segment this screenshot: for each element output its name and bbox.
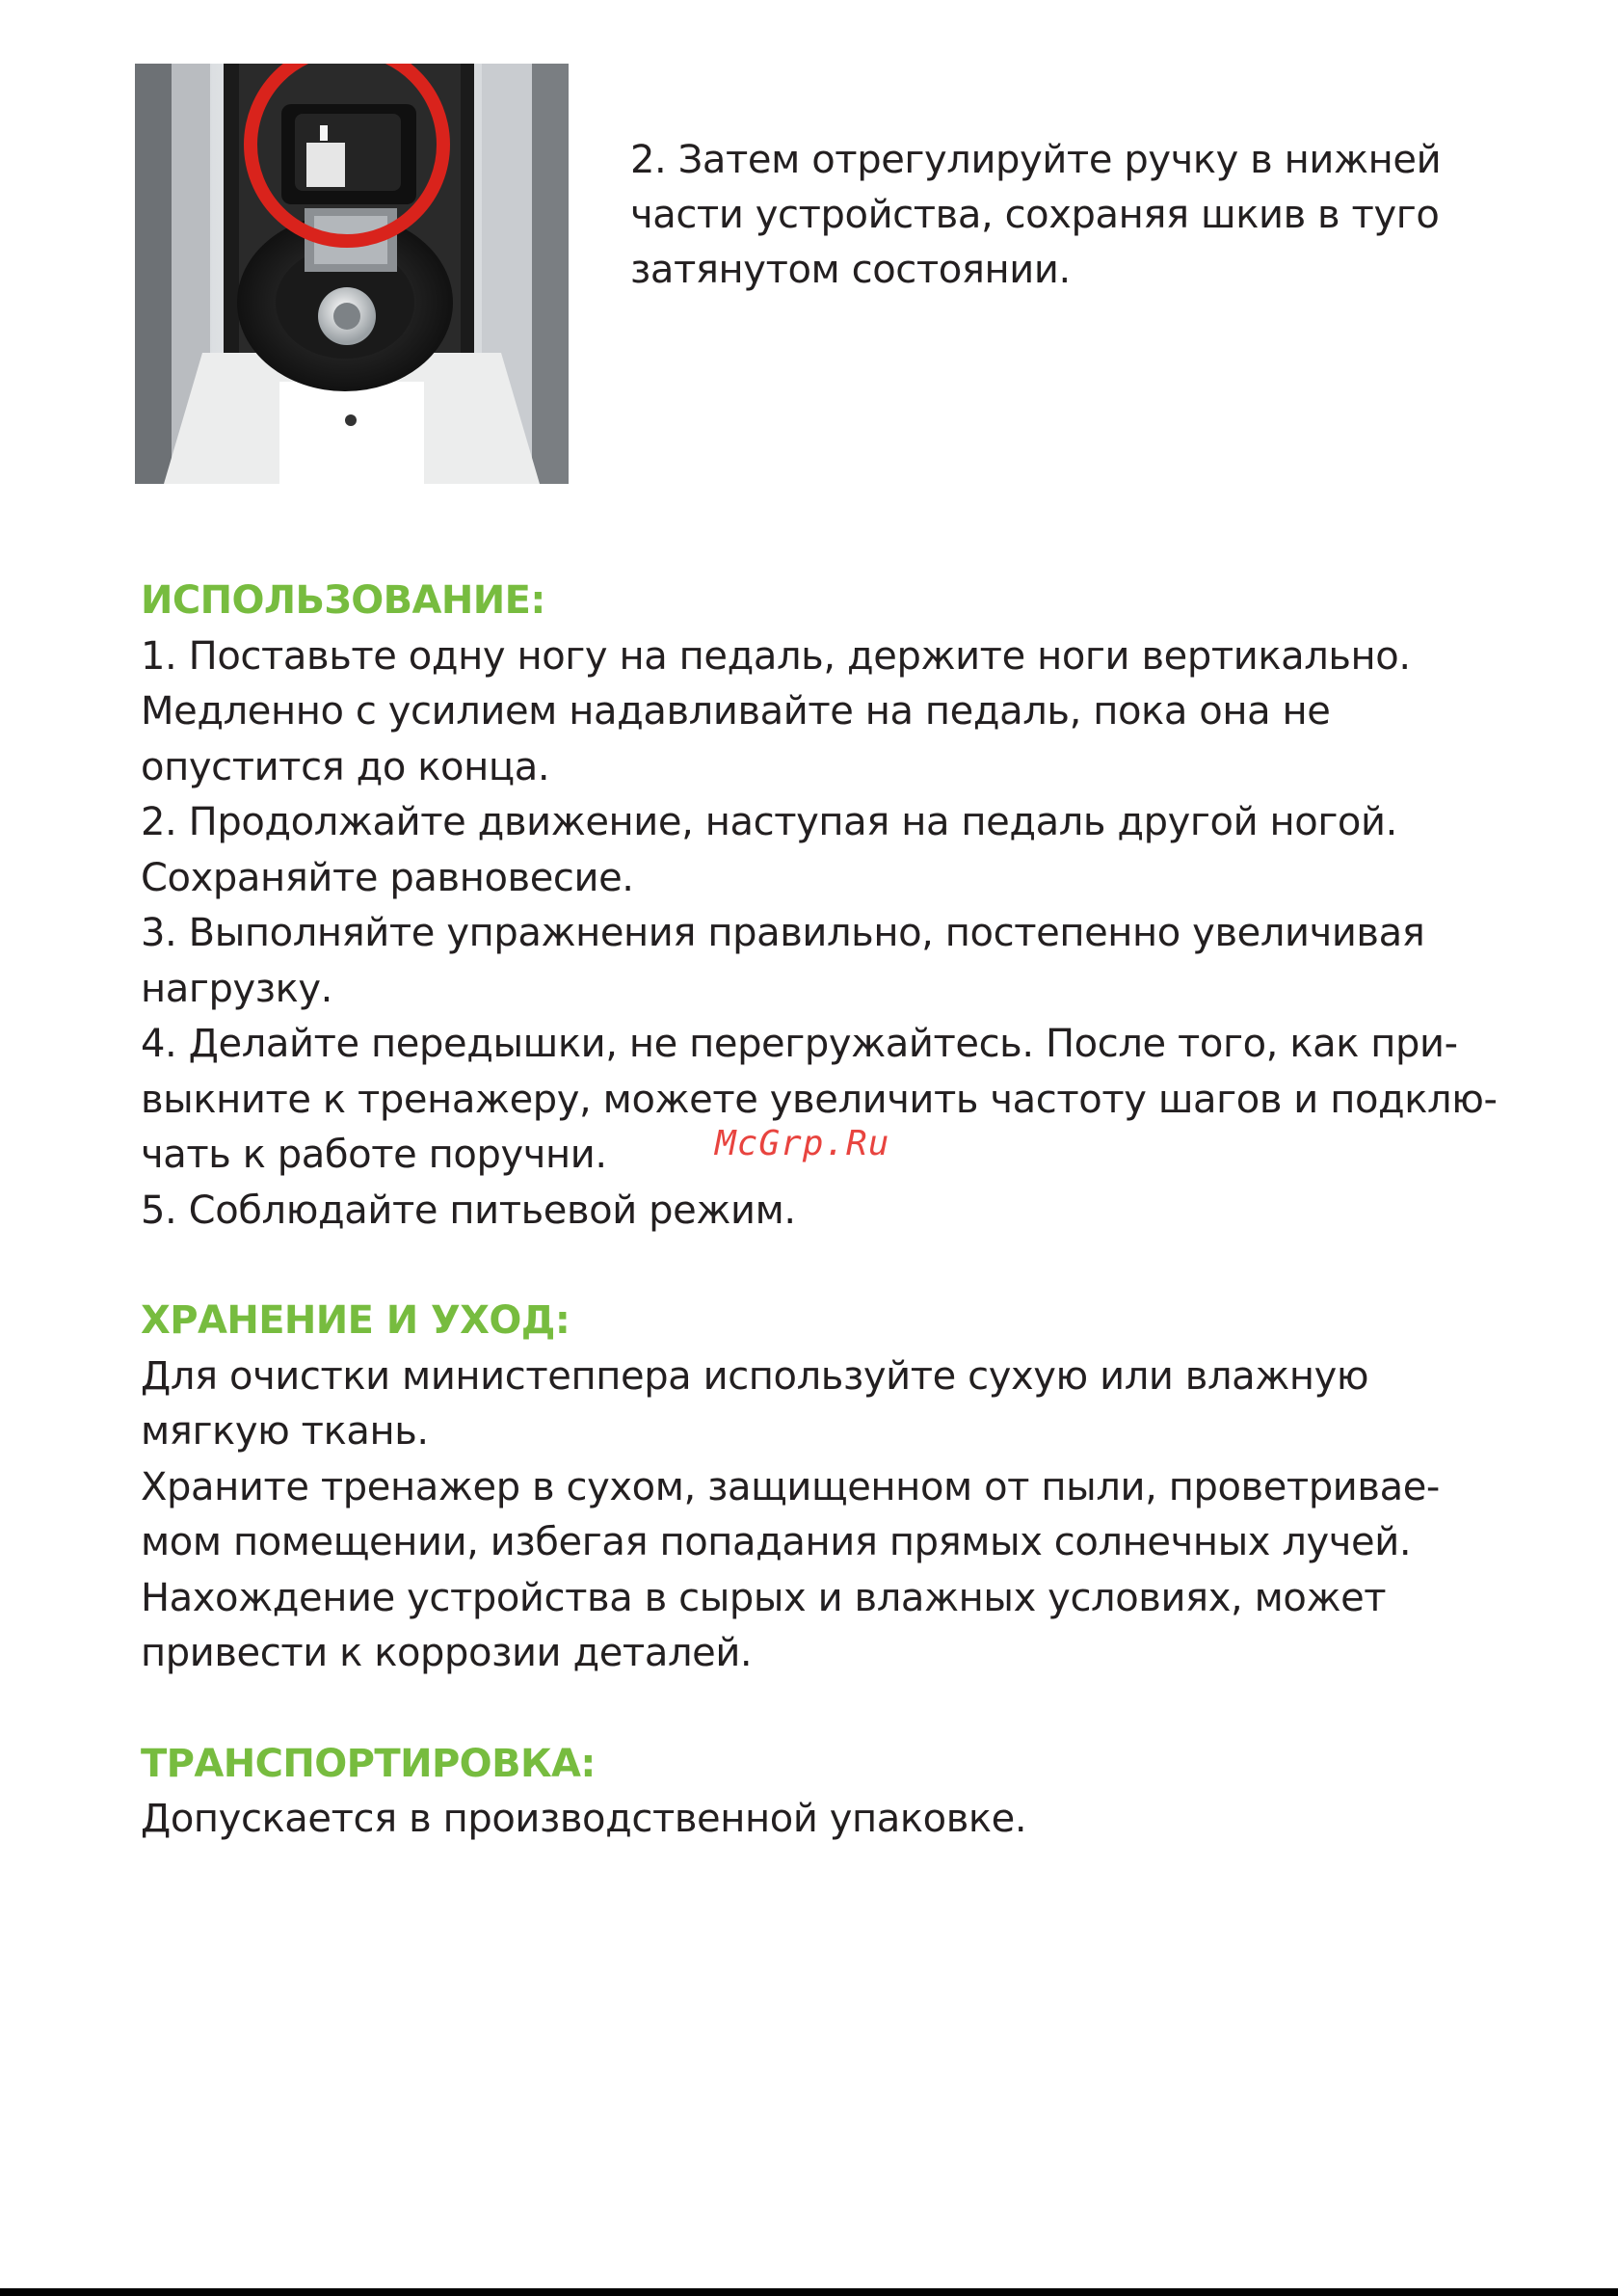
caption-line: 2. Затем отрегулируйте ручку в нижней [630, 138, 1442, 182]
usage-line: Сохраняйте равновесие. [141, 855, 634, 900]
storage-line: мягкую ткань. [141, 1409, 429, 1454]
usage-line: выкните к тренажеру, можете увеличить частоту шагов и подклю- [141, 1077, 1498, 1122]
usage-line: 5. Соблюдайте питьевой режим. [141, 1188, 796, 1233]
transport-section [141, 1737, 1509, 1848]
usage-line: 4. Делайте передышки, не перегружайтесь. После того, как при- [141, 1022, 1458, 1066]
usage-line: 3. Выполняйте упражнения правильно, постепенно увеличивая [141, 911, 1425, 955]
transport-heading: ТРАНСПОРТИРОВКА: [141, 1741, 596, 1786]
usage-line: опустится до конца. [141, 744, 550, 789]
storage-line: Храните тренажер в сухом, защищенном от пыли, проветривае- [141, 1464, 1440, 1509]
usage-line: 2. Продолжайте движение, наступая на педаль другой ногой. [141, 800, 1397, 844]
storage-heading: ХРАНЕНИЕ И УХОД: [141, 1298, 570, 1343]
product-photo [135, 64, 569, 484]
usage-line: чать к работе поручни. [141, 1133, 607, 1177]
watermark: McGrp.Ru [715, 1124, 890, 1163]
storage-line: привести к коррозии деталей. [141, 1631, 753, 1675]
usage-heading: ИСПОЛЬЗОВАНИЕ: [141, 578, 545, 623]
caption-line: затянутом состоянии. [630, 248, 1071, 292]
main-content [141, 574, 1509, 1848]
storage-section [141, 1294, 1509, 1682]
usage-line: нагрузку. [141, 966, 332, 1011]
bottom-rule [0, 2288, 1618, 2296]
storage-line: Для очистки министеппера используйте сухую или влажную [141, 1353, 1369, 1399]
photo-caption [630, 133, 1498, 298]
transport-line: Допускается в производственной упаковке. [141, 1797, 1027, 1841]
stepper-pulley-knob-photo [135, 64, 569, 484]
usage-line: 1. Поставьте одну ногу на педаль, держите ноги вертикально. [141, 633, 1411, 679]
usage-line: Медленно с усилием надавливайте на педаль, пока она не [141, 689, 1331, 734]
storage-line: Нахождение устройства в сырых и влажных условиях, может [141, 1575, 1387, 1620]
caption-line: части устройства, сохраняя шкив в туго [630, 193, 1440, 237]
storage-line: мом помещении, избегая попадания прямых солнечных лучей. [141, 1520, 1412, 1564]
